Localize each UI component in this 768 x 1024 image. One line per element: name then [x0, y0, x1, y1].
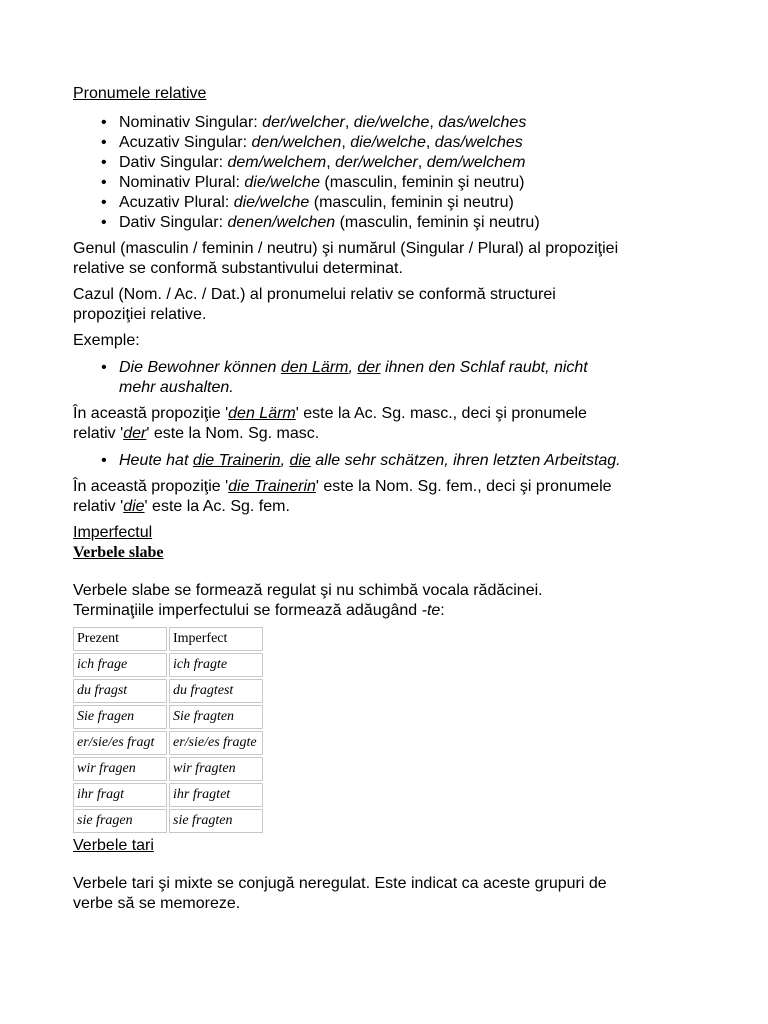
table-row [73, 757, 263, 781]
paragraph-tari: Verbele tari şi mixte se conjugă neregulat. Este indicat ca aceste grupuri de verbe să se memoreze. [73, 875, 607, 912]
column-header: Prezent [73, 627, 167, 651]
table-cell: er/sie/es fragte [169, 731, 263, 755]
table-row [73, 783, 263, 807]
table-header-row [73, 627, 263, 651]
table-cell: Sie fragen [73, 705, 167, 729]
list-item: • Dativ Singular: denen/welchen (masculin, feminin şi neutru) [73, 213, 713, 233]
list-item: • Acuzativ Plural: die/welche (masculin, feminin şi neutru) [73, 193, 713, 213]
table-row [73, 809, 263, 833]
table-cell: ihr fragt [73, 783, 167, 807]
table-cell: sie fragten [169, 809, 263, 833]
section-heading-pronume: Pronumele relative [73, 85, 207, 102]
explanation-1: În această propoziţie 'den Lärm' este la Ac. Sg. masc., deci şi pronumele relativ 'der' este la Nom. Sg. masc. [73, 405, 587, 442]
table-cell: ihr fragtet [169, 783, 263, 807]
example-list-2 [73, 451, 713, 471]
table-cell: du fragst [73, 679, 167, 703]
paragraph-caz: Cazul (Nom. / Ac. / Dat.) al pronumelui relativ se conformă structurei propoziţiei relative. [73, 286, 556, 323]
exemple-label: Exemple: [73, 332, 140, 349]
subheading-verbele-slabe: Verbele slabe [73, 544, 164, 561]
table-row [73, 653, 263, 677]
conjugation-table [71, 625, 265, 835]
section-heading-verbele-tari: Verbele tari [73, 837, 154, 854]
table-row [73, 679, 263, 703]
table-cell: wir fragen [73, 757, 167, 781]
table-row [73, 731, 263, 755]
paragraph-slabe: Verbele slabe se formează regulat şi nu schimbă vocala rădăcinei. Terminaţiile imperfectului se formează adăugând -te: [73, 582, 543, 619]
pronoun-forms-list [73, 113, 713, 233]
paragraph-gen: Genul (masculin / feminin / neutru) şi numărul (Singular / Plural) al propoziţiei relative se conformă substantivului determinat. [73, 240, 619, 277]
list-item: • Acuzativ Singular: den/welchen, die/welche, das/welches [73, 133, 713, 153]
table-row [73, 705, 263, 729]
list-item: • Nominativ Singular: der/welcher, die/welche, das/welches [73, 113, 713, 133]
table-cell: wir fragten [169, 757, 263, 781]
example-sentence: • Die Bewohner können den Lärm, der ihnen den Schlaf raubt, nicht mehr aushalten. [73, 358, 713, 398]
table-cell: er/sie/es fragt [73, 731, 167, 755]
document-page [73, 84, 713, 914]
section-heading-imperfect: Imperfectul [73, 524, 153, 541]
explanation-2: În această propoziţie 'die Trainerin' este la Nom. Sg. fem., deci şi pronumele relativ 'die' este la Ac. Sg. fem. [73, 478, 612, 515]
list-item: • Dativ Singular: dem/welchem, der/welcher, dem/welchem [73, 153, 713, 173]
example-list-1 [73, 358, 713, 398]
table-cell: ich frage [73, 653, 167, 677]
table-cell: ich fragte [169, 653, 263, 677]
column-header: Imperfect [169, 627, 263, 651]
table-cell: sie fragen [73, 809, 167, 833]
table-cell: du fragtest [169, 679, 263, 703]
list-item: • Nominativ Plural: die/welche (masculin, feminin şi neutru) [73, 173, 713, 193]
table-cell: Sie fragten [169, 705, 263, 729]
example-sentence: • Heute hat die Trainerin, die alle sehr schätzen, ihren letzten Arbeitstag. [73, 451, 713, 471]
